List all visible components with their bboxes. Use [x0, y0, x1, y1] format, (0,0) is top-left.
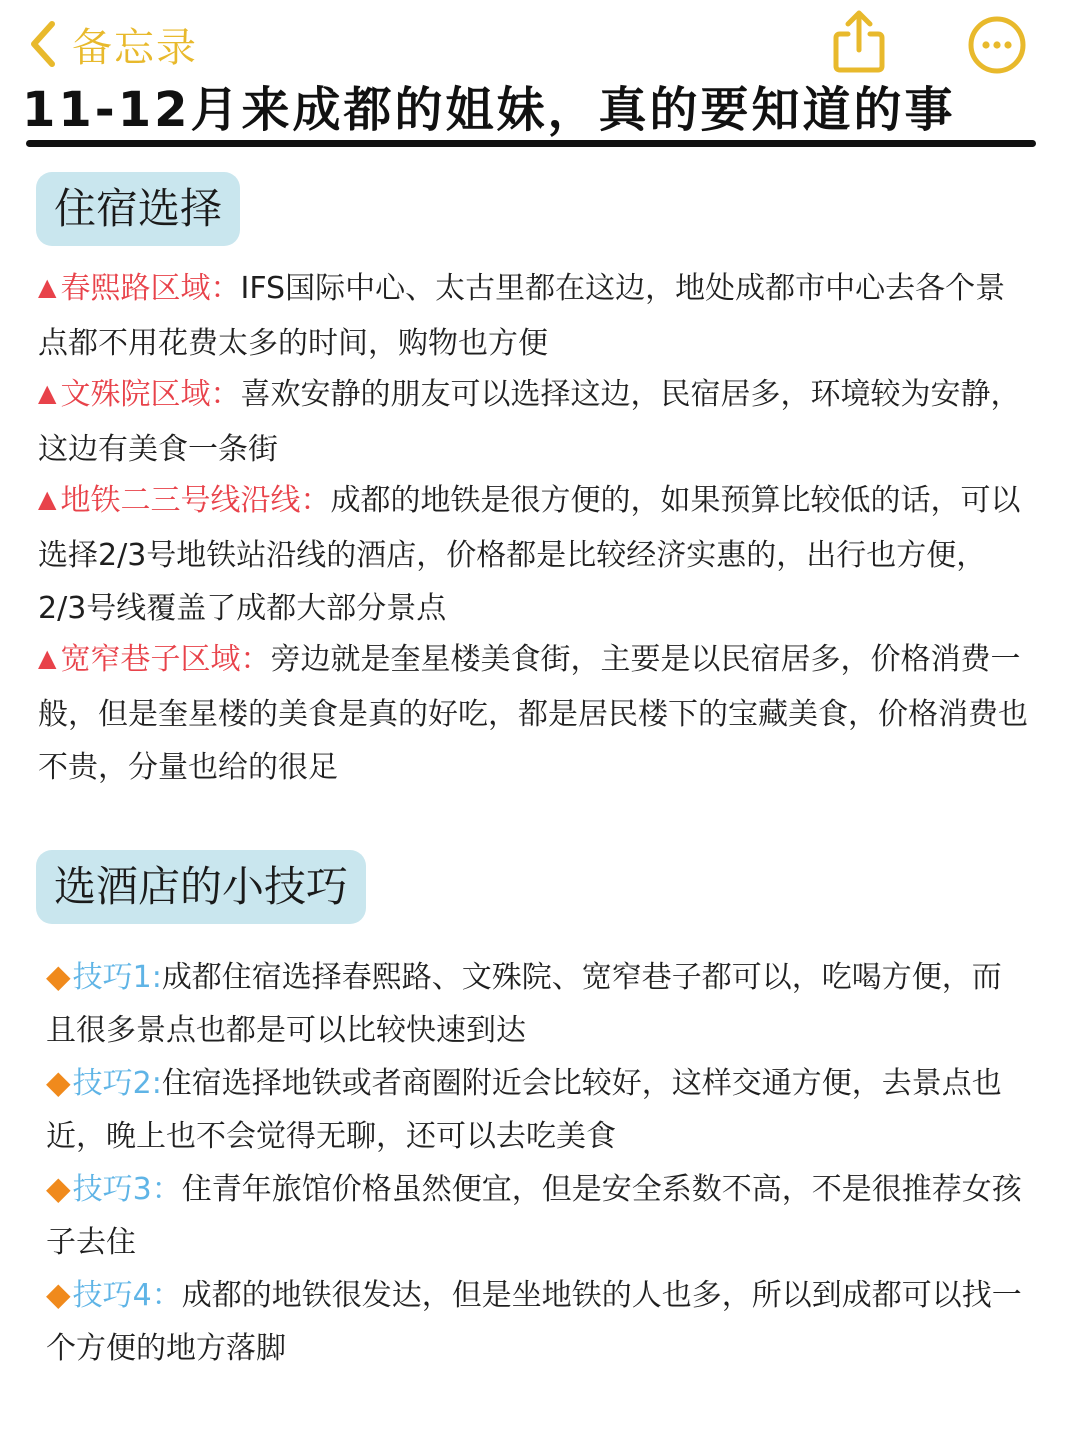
triangle-icon: ▲: [38, 485, 57, 513]
tip-text: 成都住宿选择春熙路、文殊院、宽窄巷子都可以，吃喝方便，而且很多景点也都是可以比较快速到达: [46, 960, 1002, 1048]
item-key: 春熙路区域：: [60, 271, 241, 306]
share-button[interactable]: [830, 8, 888, 74]
triangle-icon: ▲: [38, 379, 57, 407]
share-icon: [830, 59, 888, 78]
item-text: 旁边就是奎星楼美食街，主要是以民宿居多，价格消费一般，但是奎星楼的美食是真的好吃，都是居民楼下的宝藏美食，价格消费也不贵，分量也给的很足: [38, 642, 1028, 785]
triangle-icon: ▲: [38, 644, 57, 672]
section-heading-tips: 选酒店的小技巧: [36, 850, 366, 924]
tip-text: 住青年旅馆价格虽然便宜，但是安全系数不高，不是很推荐女孩子去住: [46, 1172, 1022, 1260]
back-label: 备忘录: [72, 24, 198, 71]
item-text: 喜欢安静的朋友可以选择这边，民宿居多，环境较为安静，这边有美食一条街: [38, 377, 1021, 467]
lodging-item: [38, 262, 1028, 370]
tip-key: 技巧1:: [72, 960, 162, 995]
diamond-icon: ◆: [46, 1063, 71, 1101]
tip-key: 技巧3：: [72, 1172, 182, 1207]
tip-item: [46, 1268, 1028, 1375]
item-key: 宽窄巷子区域：: [60, 642, 271, 677]
tip-item: [46, 1056, 1028, 1163]
item-text: 成都的地铁是很方便的，如果预算比较低的话，可以选择2/3号地铁站沿线的酒店，价格都是比较经济实惠的，出行也方便，2/3号线覆盖了成都大部分景点: [38, 483, 1021, 626]
item-key: 文殊院区域：: [60, 377, 241, 412]
lodging-item: [38, 474, 1028, 635]
section-heading-lodging: 住宿选择: [36, 172, 240, 246]
item-text: IFS国际中心、太古里都在这边，地处成都市中心去各个景点都不用花费太多的时间，购物也方便: [38, 271, 1006, 361]
back-button[interactable]: [28, 14, 198, 74]
title-underline: [26, 140, 1036, 147]
diamond-icon: ◆: [46, 1275, 71, 1313]
tip-item: [46, 1162, 1028, 1269]
page-title: 11-12月来成都的姐妹，真的要知道的事: [22, 82, 956, 138]
diamond-icon: ◆: [46, 1169, 71, 1207]
tip-key: 技巧4：: [72, 1278, 182, 1313]
diamond-icon: ◆: [46, 957, 71, 995]
tip-text: 住宿选择地铁或者商圈附近会比较好，这样交通方便，去景点也近，晚上也不会觉得无聊，还可以去吃美食: [46, 1066, 1002, 1154]
nav-bar: [0, 0, 1080, 86]
lodging-item: [38, 368, 1028, 476]
lodging-item: [38, 633, 1028, 794]
tip-key: 技巧2:: [72, 1066, 162, 1101]
more-button[interactable]: [966, 14, 1028, 76]
tip-item: [46, 950, 1028, 1057]
chevron-left-icon: [28, 20, 58, 68]
more-icon: [966, 61, 1028, 80]
tip-text: 成都的地铁很发达，但是坐地铁的人也多，所以到成都可以找一个方便的地方落脚: [46, 1278, 1022, 1366]
triangle-icon: ▲: [38, 273, 57, 301]
item-key: 地铁二三号线沿线：: [60, 483, 331, 518]
